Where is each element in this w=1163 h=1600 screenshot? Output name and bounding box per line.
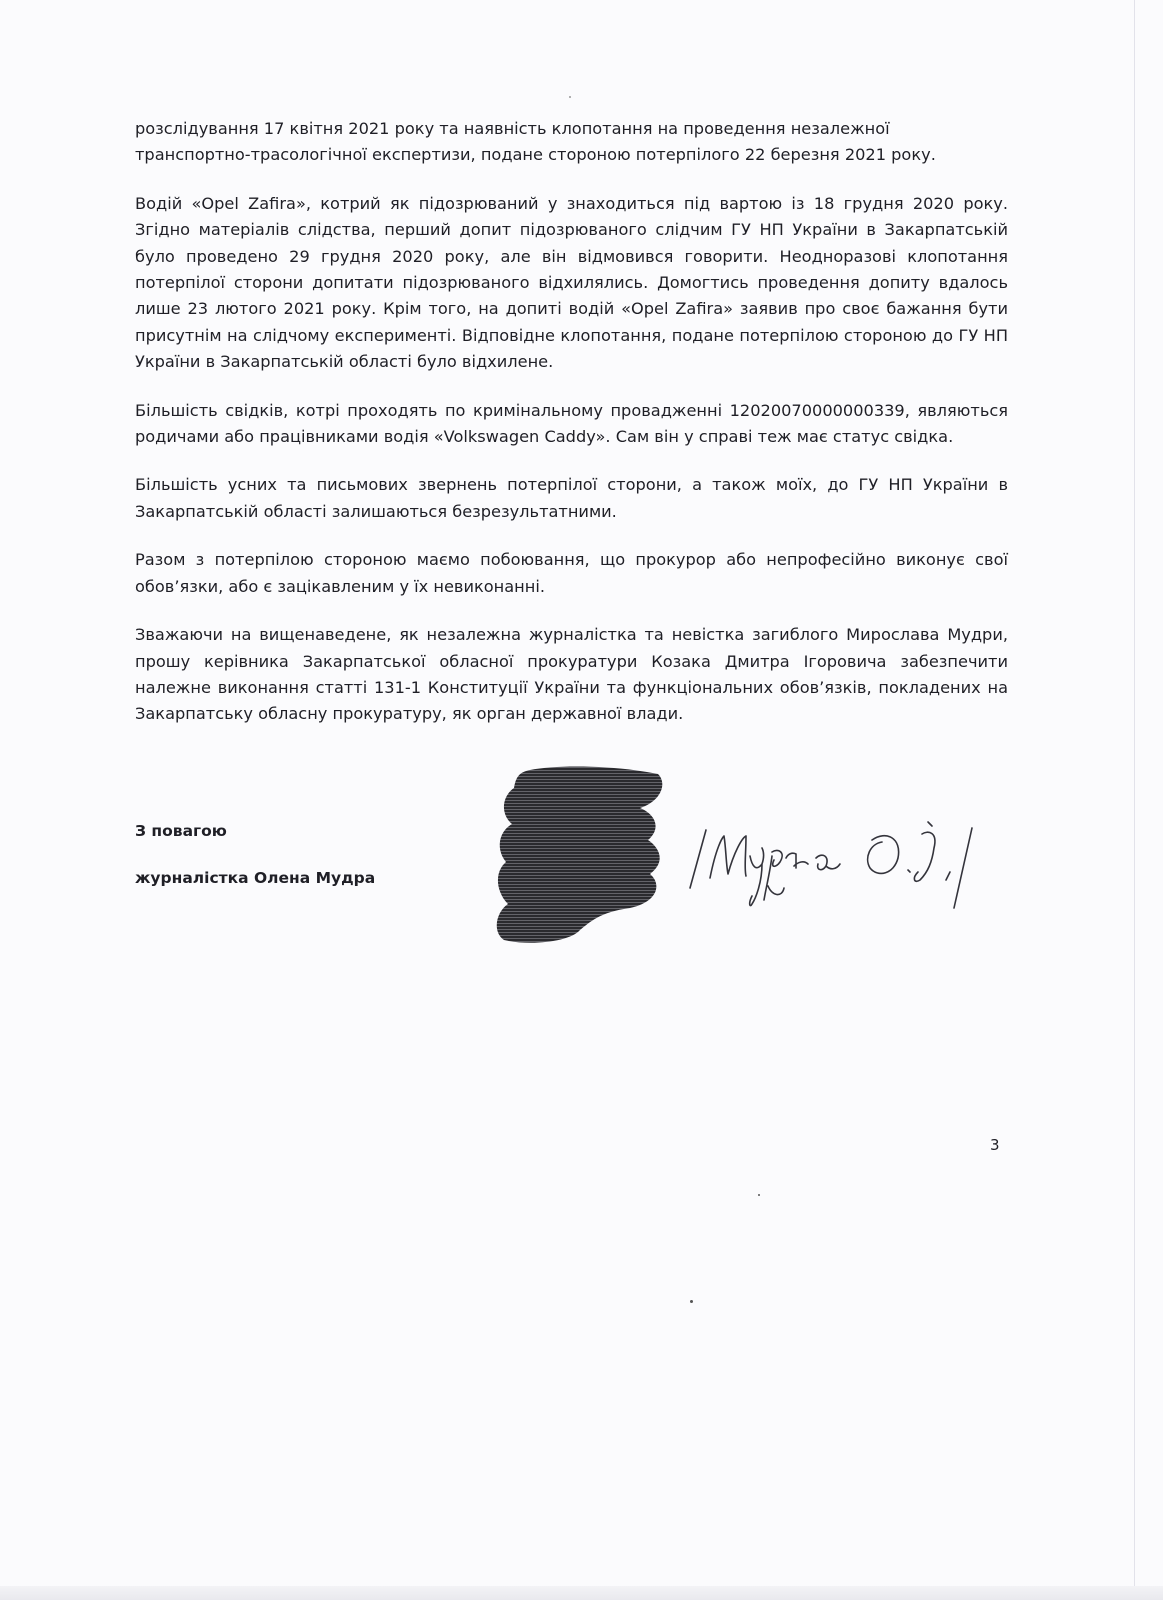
redaction-mark: [490, 762, 670, 948]
letter-body: [135, 116, 1008, 750]
handwritten-signature: [676, 808, 986, 918]
paragraph-3: Більшість свідків, котрі проходять по кримінальному провадженні 12020070000000339, являються родичами або працівниками водія «Volkswagen Caddy». Сам він у справі теж має статус свідка.: [135, 400, 1008, 447]
paragraph-4: Більшість усних та письмових звернень потерпілої сторони, а також моїх, до ГУ НП України в Закарпатській області залишаються безрезультатними.: [135, 475, 1008, 521]
paragraph-1: розслідування 17 квітня 2021 року та наявність клопотання на проведення незалежної транспортно-трасологічної експертизи, подане стороною потерпілого 22 березня 2021 року.: [135, 119, 936, 165]
paragraph-5: Разом з потерпілою стороною маємо побоювання, що прокурор або непрофесійно виконує свої обов’язки, або є зацікавленим у їх невиконанні.: [135, 550, 1008, 596]
paragraph-2: Водій «Opel Zafira», котрий як підозрюваний у знаходиться під вартою із 18 грудня 2020 року. Згідно матеріалів слідства, перший допит підозрюваного слідчим ГУ НП України в Закарпатській було проведено 29 грудня 2020 року, але він відмовився говорити. Неодноразові клопотання потерпілої сторони допитати підозрюваного відхилялись. Домогтись проведення допиту вдалось лише 23 лютого 2021 року. Крім того, на допиті водій «Opel Zafira» заявив про своє бажання бути присутнім на слідчому експерименті. Відповідне клопотання, подане потерпілою стороною до ГУ НП України в Закарпатській області було відхилене.: [135, 193, 1008, 372]
page-bottom-edge: [0, 1586, 1163, 1600]
closing-author: журналістка Олена Мудра: [135, 869, 376, 887]
paragraph-6: Зважаючи на вищенаведене, як незалежна журналістка та невістка загиблого Мирослава Мудри, прошу керівника Закарпатської обласної прокуратури Козака Дмитра Ігоровича забезпечити належне виконання статті 131-1 Конституції України та функціональних обов’язків, покладених на Закарпатську обласну прокуратуру, як орган державної влади.: [135, 625, 1008, 724]
page-number: 3: [990, 1136, 1000, 1154]
scan-speck: [758, 1194, 760, 1196]
closing-salutation: З повагою: [135, 822, 227, 840]
scan-speck: [690, 1300, 693, 1303]
page-edge-shadow: [1134, 0, 1135, 1600]
scan-speck: [569, 96, 571, 98]
